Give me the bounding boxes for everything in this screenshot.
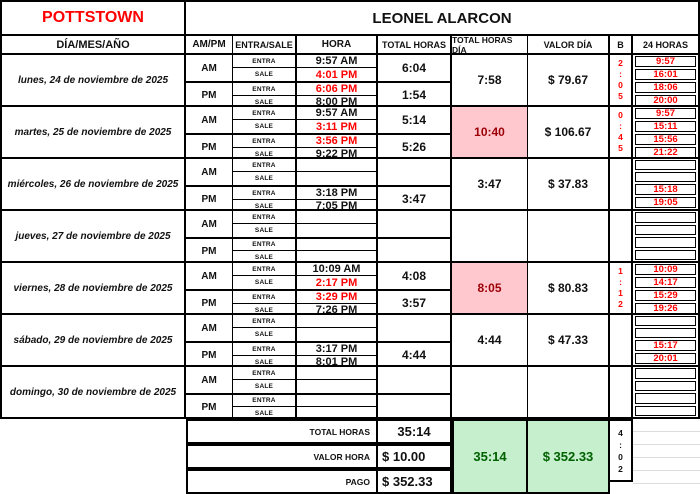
break-duration-cell[interactable] bbox=[610, 315, 633, 365]
period-total-cell[interactable]: 4:08 bbox=[378, 263, 452, 289]
sale-subrow bbox=[233, 380, 378, 393]
time-24h-cell[interactable] bbox=[635, 368, 696, 379]
period-total-cell[interactable] bbox=[378, 367, 452, 393]
day-24h-column bbox=[633, 159, 698, 209]
header-24-horas: 24 HORAS bbox=[642, 39, 688, 50]
entra-subrow bbox=[233, 211, 378, 224]
period-total-cell[interactable] bbox=[378, 211, 452, 237]
period-rows bbox=[233, 187, 378, 211]
time-24h-cell[interactable] bbox=[635, 225, 696, 236]
time-24h-cell[interactable]: 16:01 bbox=[635, 69, 696, 80]
summary-rows bbox=[186, 419, 452, 494]
summary-row-value-cell[interactable]: 35:14 bbox=[378, 419, 452, 444]
time-24h-cell[interactable]: 15:56 bbox=[635, 134, 696, 145]
entra-label: ENTRA bbox=[233, 135, 297, 147]
location-title-cell[interactable]: POTTSTOWN bbox=[2, 2, 186, 34]
total-horas-dia-cell[interactable]: 7:58 bbox=[452, 55, 528, 105]
entra-time-cell[interactable] bbox=[297, 315, 378, 327]
sale-time-cell[interactable]: 2:17 PM bbox=[297, 276, 378, 289]
total-horas-dia-cell[interactable]: 10:40 bbox=[452, 107, 528, 157]
day-date-cell[interactable]: domingo, 30 de noviembre de 2025 bbox=[2, 367, 186, 417]
employee-name-cell[interactable]: LEONEL ALARCON bbox=[372, 9, 512, 27]
am-period bbox=[186, 263, 452, 289]
entra-label: ENTRA bbox=[233, 315, 297, 327]
ampm-label: PM bbox=[186, 291, 233, 315]
header-total-horas-dia: TOTAL HORAS DÍA bbox=[452, 36, 528, 53]
period-total-cell[interactable]: 1:54 bbox=[378, 83, 452, 107]
valor-dia-cell[interactable]: $ 37.83 bbox=[528, 159, 610, 209]
header-am-pm: AM/PM bbox=[186, 36, 233, 53]
time-24h-cell[interactable]: 15:11 bbox=[635, 121, 696, 132]
entra-time-cell[interactable] bbox=[297, 395, 378, 406]
day-mid-block bbox=[186, 107, 452, 160]
summary-spacer bbox=[0, 419, 186, 494]
entra-label: ENTRA bbox=[233, 343, 297, 355]
day-date-cell[interactable]: jueves, 27 de noviembre de 2025 bbox=[2, 211, 186, 261]
ampm-label: AM bbox=[186, 55, 233, 81]
header-entra-sale: ENTRA/SALE bbox=[233, 36, 297, 53]
sale-label: SALE bbox=[233, 407, 297, 419]
total-horas-dia-cell[interactable] bbox=[452, 211, 528, 261]
time-24h-cell[interactable] bbox=[635, 237, 696, 248]
time-24h-cell[interactable]: 14:17 bbox=[635, 277, 696, 288]
day-24h-column bbox=[633, 263, 698, 313]
period-rows bbox=[233, 135, 378, 159]
period-total-cell[interactable]: 3:47 bbox=[378, 187, 452, 211]
time-24h-cell[interactable] bbox=[635, 381, 696, 392]
ampm-label: AM bbox=[186, 263, 233, 289]
period-rows bbox=[233, 343, 378, 367]
period-rows bbox=[233, 159, 378, 185]
entra-time-cell[interactable] bbox=[297, 159, 378, 171]
sale-label: SALE bbox=[233, 200, 297, 212]
entra-subrow bbox=[233, 315, 378, 328]
summary-gridlines-area bbox=[633, 419, 700, 494]
period-rows bbox=[233, 83, 378, 107]
period-rows bbox=[233, 55, 378, 81]
summary-row-value-cell[interactable]: $ 10.00 bbox=[378, 444, 452, 469]
summary-row-value-cell[interactable]: $ 352.33 bbox=[378, 469, 452, 494]
time-24h-cell[interactable]: 21:22 bbox=[635, 147, 696, 158]
period-rows bbox=[233, 367, 378, 393]
day-24h-column bbox=[633, 367, 698, 417]
day-24h-column bbox=[633, 55, 698, 105]
entra-time-cell[interactable]: 9:57 AM bbox=[297, 107, 378, 119]
time-24h-cell[interactable]: 15:17 bbox=[635, 340, 696, 351]
header-valor-dia: VALOR DÍA bbox=[528, 36, 610, 53]
period-rows bbox=[233, 395, 378, 419]
valor-dia-cell[interactable]: $ 80.83 bbox=[528, 263, 610, 313]
ampm-label: AM bbox=[186, 107, 233, 133]
sale-label: SALE bbox=[233, 304, 297, 316]
period-rows bbox=[233, 211, 378, 237]
day-24h-column bbox=[633, 315, 698, 365]
entra-subrow bbox=[233, 107, 378, 120]
title-row bbox=[2, 2, 698, 36]
break-duration-cell[interactable] bbox=[610, 159, 633, 209]
summary-pago-check-cell[interactable]: $ 352.33 bbox=[528, 419, 610, 494]
sale-subrow bbox=[233, 276, 378, 289]
entra-label: ENTRA bbox=[233, 159, 297, 171]
summary-break-total-cell[interactable]: 4 : 0 2 bbox=[610, 419, 633, 482]
pm-period bbox=[186, 393, 452, 419]
entra-subrow bbox=[233, 291, 378, 304]
period-total-cell[interactable] bbox=[378, 159, 452, 185]
sale-time-cell[interactable] bbox=[297, 380, 378, 393]
entra-time-cell[interactable] bbox=[297, 367, 378, 379]
period-total-cell[interactable]: 3:57 bbox=[378, 291, 452, 315]
break-duration-cell[interactable]: 0 : 4 5 bbox=[610, 107, 633, 157]
period-total-cell[interactable] bbox=[378, 239, 452, 263]
day-24h-column bbox=[633, 107, 698, 157]
day-date-cell[interactable]: viernes, 28 de noviembre de 2025 bbox=[2, 263, 186, 313]
sale-time-cell[interactable]: 8:00 PM bbox=[297, 96, 378, 108]
period-rows bbox=[233, 315, 378, 341]
entra-time-cell[interactable]: 3:56 PM bbox=[297, 135, 378, 147]
day-date-cell[interactable]: sábado, 29 de noviembre de 2025 bbox=[2, 315, 186, 365]
summary-row-label: VALOR HORA bbox=[186, 444, 378, 469]
entra-label: ENTRA bbox=[233, 211, 297, 223]
summary-section bbox=[0, 419, 700, 494]
entra-time-cell[interactable]: 3:18 PM bbox=[297, 187, 378, 199]
header-b: B bbox=[610, 36, 633, 53]
day-row bbox=[2, 159, 698, 211]
entra-time-cell[interactable]: 9:57 AM bbox=[297, 55, 378, 67]
day-date-cell[interactable]: lunes, 24 de noviembre de 2025 bbox=[2, 55, 186, 105]
sale-time-cell[interactable] bbox=[297, 407, 378, 419]
sale-label: SALE bbox=[233, 172, 297, 185]
day-mid-block bbox=[186, 159, 452, 212]
entra-time-cell[interactable]: 3:17 PM bbox=[297, 343, 378, 355]
entra-label: ENTRA bbox=[233, 55, 297, 67]
day-mid-block bbox=[186, 315, 452, 368]
entra-label: ENTRA bbox=[233, 107, 297, 119]
sale-subrow bbox=[233, 224, 378, 237]
time-24h-cell[interactable] bbox=[635, 316, 696, 326]
entra-label: ENTRA bbox=[233, 239, 297, 250]
break-duration-cell[interactable]: 2 : 0 5 bbox=[610, 55, 633, 105]
summary-row-label: PAGO bbox=[186, 469, 378, 494]
entra-label: ENTRA bbox=[233, 367, 297, 379]
time-24h-cell[interactable] bbox=[635, 328, 696, 338]
total-horas-dia-cell[interactable]: 4:44 bbox=[452, 315, 528, 365]
am-period bbox=[186, 211, 452, 237]
ampm-label: PM bbox=[186, 187, 233, 211]
time-24h-cell[interactable]: 9:57 bbox=[635, 56, 696, 67]
ampm-label: PM bbox=[186, 395, 233, 419]
column-header-row bbox=[2, 36, 698, 55]
valor-dia-cell[interactable]: $ 79.67 bbox=[528, 55, 610, 105]
ampm-label: AM bbox=[186, 159, 233, 185]
day-row bbox=[2, 367, 698, 419]
entra-time-cell[interactable] bbox=[297, 239, 378, 250]
entra-label: ENTRA bbox=[233, 291, 297, 303]
time-24h-cell[interactable]: 9:57 bbox=[635, 108, 696, 119]
day-mid-block bbox=[186, 263, 452, 316]
sale-subrow bbox=[233, 328, 378, 341]
time-24h-cell[interactable]: 18:06 bbox=[635, 82, 696, 93]
time-24h-cell[interactable]: 19:26 bbox=[635, 303, 696, 314]
day-row bbox=[2, 107, 698, 159]
period-total-cell[interactable] bbox=[378, 395, 452, 419]
sale-label: SALE bbox=[233, 380, 297, 393]
ampm-label: AM bbox=[186, 315, 233, 341]
sale-time-cell[interactable]: 8:01 PM bbox=[297, 356, 378, 368]
valor-dia-cell[interactable]: $ 106.67 bbox=[528, 107, 610, 157]
entra-subrow bbox=[233, 135, 378, 148]
pm-period bbox=[186, 81, 452, 107]
entra-subrow bbox=[233, 395, 378, 407]
day-date-cell[interactable]: miércoles, 26 de noviembre de 2025 bbox=[2, 159, 186, 209]
sale-time-cell[interactable]: 7:26 PM bbox=[297, 304, 378, 316]
break-duration-cell[interactable]: 1 : 1 2 bbox=[610, 263, 633, 313]
sale-time-cell[interactable] bbox=[297, 224, 378, 237]
period-total-cell[interactable]: 5:26 bbox=[378, 135, 452, 159]
am-period bbox=[186, 367, 452, 393]
entra-subrow bbox=[233, 187, 378, 200]
am-period bbox=[186, 55, 452, 81]
period-rows bbox=[233, 291, 378, 315]
summary-total-hours-check-cell[interactable]: 35:14 bbox=[452, 419, 528, 494]
sale-label: SALE bbox=[233, 148, 297, 160]
pm-period bbox=[186, 341, 452, 367]
period-total-cell[interactable]: 6:04 bbox=[378, 55, 452, 81]
header-total-horas: TOTAL HORAS bbox=[378, 36, 452, 53]
entra-label: ENTRA bbox=[233, 395, 297, 406]
pm-period bbox=[186, 185, 452, 211]
day-row bbox=[2, 315, 698, 367]
sale-subrow bbox=[233, 120, 378, 133]
summary-row bbox=[186, 469, 452, 494]
entra-time-cell[interactable]: 10:09 AM bbox=[297, 263, 378, 275]
day-row bbox=[2, 211, 698, 263]
entra-label: ENTRA bbox=[233, 263, 297, 275]
period-total-cell[interactable]: 4:44 bbox=[378, 343, 452, 367]
sale-label: SALE bbox=[233, 68, 297, 81]
pm-period bbox=[186, 237, 452, 263]
valor-dia-cell[interactable]: $ 47.33 bbox=[528, 315, 610, 365]
period-rows bbox=[233, 107, 378, 133]
entra-subrow bbox=[233, 55, 378, 68]
time-24h-cell[interactable] bbox=[635, 406, 696, 417]
day-row bbox=[2, 55, 698, 107]
period-rows bbox=[233, 239, 378, 263]
time-24h-cell[interactable]: 15:29 bbox=[635, 290, 696, 301]
time-24h-cell[interactable] bbox=[635, 393, 696, 404]
ampm-label: AM bbox=[186, 211, 233, 237]
sale-label: SALE bbox=[233, 328, 297, 341]
ampm-label: PM bbox=[186, 239, 233, 263]
sale-time-cell[interactable] bbox=[297, 251, 378, 263]
entra-subrow bbox=[233, 239, 378, 251]
time-24h-cell[interactable]: 19:05 bbox=[635, 197, 696, 208]
pm-period bbox=[186, 289, 452, 315]
period-total-cell[interactable] bbox=[378, 315, 452, 341]
header-dia-mes-ano: DÍA/MES/AÑO bbox=[2, 36, 186, 53]
sale-label: SALE bbox=[233, 96, 297, 108]
pm-period bbox=[186, 133, 452, 159]
am-period bbox=[186, 159, 452, 185]
summary-row-label: TOTAL HORAS bbox=[186, 419, 378, 444]
header-hora: HORA bbox=[297, 36, 378, 53]
summary-row bbox=[186, 444, 452, 469]
entra-subrow bbox=[233, 159, 378, 172]
ampm-label: PM bbox=[186, 135, 233, 159]
total-horas-dia-cell[interactable] bbox=[452, 367, 528, 417]
sale-subrow bbox=[233, 407, 378, 419]
time-24h-cell[interactable]: 20:00 bbox=[635, 95, 696, 106]
period-total-cell[interactable]: 5:14 bbox=[378, 107, 452, 133]
break-duration-cell[interactable] bbox=[610, 367, 633, 417]
sale-time-cell[interactable]: 7:05 PM bbox=[297, 200, 378, 212]
break-duration-cell[interactable] bbox=[610, 211, 633, 261]
summary-row bbox=[186, 419, 452, 444]
entra-time-cell[interactable]: 3:29 PM bbox=[297, 291, 378, 303]
sale-subrow bbox=[233, 251, 378, 263]
total-horas-dia-cell[interactable]: 8:05 bbox=[452, 263, 528, 313]
time-24h-cell[interactable] bbox=[635, 172, 696, 182]
sale-subrow bbox=[233, 68, 378, 81]
am-period bbox=[186, 315, 452, 341]
time-24h-cell[interactable] bbox=[635, 250, 696, 261]
valor-dia-cell[interactable] bbox=[528, 367, 610, 417]
ampm-label: AM bbox=[186, 367, 233, 393]
valor-dia-cell[interactable] bbox=[528, 211, 610, 261]
sale-time-cell[interactable]: 4:01 PM bbox=[297, 68, 378, 81]
day-row bbox=[2, 263, 698, 315]
entra-time-cell[interactable] bbox=[297, 211, 378, 223]
entra-label: ENTRA bbox=[233, 187, 297, 199]
sale-time-cell[interactable] bbox=[297, 172, 378, 185]
sale-label: SALE bbox=[233, 251, 297, 263]
ampm-label: PM bbox=[186, 83, 233, 107]
total-horas-dia-cell[interactable]: 3:47 bbox=[452, 159, 528, 209]
day-date-cell[interactable]: martes, 25 de noviembre de 2025 bbox=[2, 107, 186, 157]
sale-time-cell[interactable] bbox=[297, 328, 378, 341]
entra-subrow bbox=[233, 263, 378, 276]
time-24h-cell[interactable] bbox=[635, 160, 696, 170]
time-24h-cell[interactable] bbox=[635, 212, 696, 223]
sale-subrow bbox=[233, 172, 378, 185]
entra-subrow bbox=[233, 83, 378, 96]
entra-time-cell[interactable]: 6:06 PM bbox=[297, 83, 378, 95]
time-24h-cell[interactable]: 10:09 bbox=[635, 264, 696, 275]
day-mid-block bbox=[186, 211, 452, 261]
am-period bbox=[186, 107, 452, 133]
time-24h-cell[interactable]: 15:18 bbox=[635, 184, 696, 195]
period-rows bbox=[233, 263, 378, 289]
day-24h-column bbox=[633, 211, 698, 261]
entra-subrow bbox=[233, 343, 378, 356]
sale-label: SALE bbox=[233, 120, 297, 133]
time-24h-cell[interactable]: 20:01 bbox=[635, 353, 696, 364]
day-mid-block bbox=[186, 55, 452, 108]
sale-time-cell[interactable]: 9:22 PM bbox=[297, 148, 378, 160]
sale-label: SALE bbox=[233, 276, 297, 289]
day-rows bbox=[2, 55, 698, 419]
ampm-label: PM bbox=[186, 343, 233, 367]
sale-label: SALE bbox=[233, 356, 297, 368]
entra-subrow bbox=[233, 367, 378, 380]
sale-time-cell[interactable]: 3:11 PM bbox=[297, 120, 378, 133]
sale-label: SALE bbox=[233, 224, 297, 237]
day-mid-block bbox=[186, 367, 452, 417]
entra-label: ENTRA bbox=[233, 83, 297, 95]
